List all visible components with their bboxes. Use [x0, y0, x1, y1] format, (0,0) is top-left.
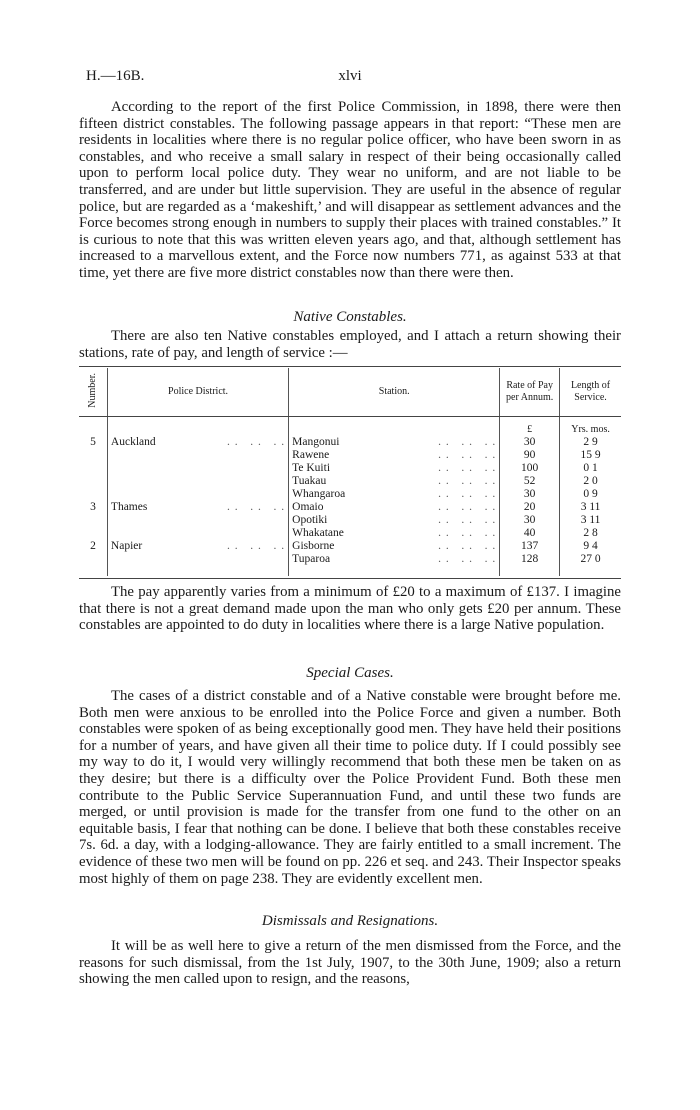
cell-length: 27 0 — [580, 553, 601, 565]
column-header-length: Length of Service. — [560, 368, 621, 417]
paragraph-special-cases: The cases of a district constable and of a Native constable were brought before me. Both men were anxious to be enrolled into the Police Force and given a number. Both constables were spoken of as being exceptionally good men. They have held their positions for a number of years, and have given all their time to police duty. If I could possibly see my way to do it, I would very willingly recommend that both these men be taken on as they desire; but there is a difficulty over the Police Provident Fund. Both these men contribute to the Public Service Superannuation Fund, and until these two funds are merged, or until provision is made for the transfer from one fund to the other on an equitable basis, I fear that nothing can be done. I believe that both these constables receive 7s. 6d. a day, with a lodging-allowance. They are fairly entitled to a small increment. The evidence of these two men will be found on pp. 226 et seq. and 243. Their Inspector speaks most highly of them on page 238. They are evidently excellent men. — [79, 688, 621, 887]
report-reference: H.—16B. — [86, 68, 145, 84]
cell-number — [79, 462, 107, 475]
cell-rate: 30 — [500, 514, 560, 527]
cell-district — [107, 553, 288, 576]
cell-district: Thames . . . . . . — [107, 501, 288, 514]
cell-rate: 52 — [500, 475, 560, 488]
cell-length: 9 4 — [583, 540, 598, 552]
cell-station: Gisborne . . . . . . — [289, 540, 500, 553]
cell-district — [107, 462, 288, 475]
cell-length: 2 0 — [583, 475, 598, 487]
heading-native-constables: Native Constables. — [293, 309, 407, 325]
cell-rate: 100 — [500, 462, 560, 475]
cell-number — [79, 553, 107, 576]
table-row — [79, 540, 621, 553]
table-units-row — [79, 417, 621, 437]
page-number: xlvi — [338, 68, 362, 84]
cell-district — [107, 527, 288, 540]
paragraph-native-intro: There are also ten Native constables employed, and I attach a return showing their stations, rate of pay, and length of service :— — [79, 328, 621, 361]
table-row — [79, 449, 621, 462]
cell-length: 2 9 — [583, 436, 598, 448]
cell-number: 2 — [79, 540, 107, 553]
cell-rate: 30 — [500, 488, 560, 501]
column-header-station: Station. — [289, 368, 500, 417]
heading-dismissals: Dismissals and Resignations. — [261, 913, 439, 929]
unit-length: Yrs. mos. — [571, 424, 610, 435]
cell-length: 2 8 — [583, 527, 598, 539]
table-row — [79, 462, 621, 475]
table-row — [79, 488, 621, 501]
table-header-row — [79, 368, 621, 417]
unit-rate: £ — [500, 417, 560, 437]
paragraph-pay-variation: The pay apparently varies from a minimum of £20 to a maximum of £137. I imagine that there is not a great demand made upon the man who only gets £20 per annum. These constables are appointed to do duty in localities where there is a large Native population. — [79, 584, 621, 634]
table-row — [79, 527, 621, 540]
cell-rate: 20 — [500, 501, 560, 514]
table-row — [79, 553, 621, 576]
page-header — [86, 68, 614, 86]
cell-station: Te Kuiti . . . . . . — [289, 462, 500, 475]
cell-rate: 128 — [500, 553, 560, 576]
cell-number — [79, 514, 107, 527]
paragraph-dismissals: It will be as well here to give a return of the men dismissed from the Force, and the reasons for such dismissal, from the 1st July, 1907, to the 30th June, 1909; also a return showing the men called upon to resign, and the reasons, — [79, 938, 621, 988]
cell-length: 3 11 — [580, 501, 601, 513]
cell-rate: 40 — [500, 527, 560, 540]
cell-district — [107, 449, 288, 462]
native-constables-table — [79, 368, 621, 576]
cell-length: 3 11 — [580, 514, 601, 526]
cell-rate: 137 — [500, 540, 560, 553]
cell-rate: 90 — [500, 449, 560, 462]
cell-length: 0 9 — [583, 488, 598, 500]
cell-number — [79, 527, 107, 540]
cell-station: Tuparoa . . . . . . — [289, 553, 500, 576]
cell-station: Tuakau . . . . . . — [289, 475, 500, 488]
cell-station: Mangonui . . . . . . — [289, 436, 500, 449]
paragraph-district-constables: According to the report of the first Police Commission, in 1898, there were then fifteen district constables. The following passage appears in that report: “These men are residents in localities where there is no regular police officer, who have been sworn in as constables, and who receive a small salary in respect of their being occasionally called upon to perform local police duty. They wear no uniform, and are not liable to be transferred, and are under but little supervision. They are useful in the absence of regular police, but are regarded as a ‘makeshift,’ and will disappear as settlement advances and the Force becomes strong enough in numbers to supply their places with trained constables.” It is curious to note that this was written eleven years ago, and that, although settlement has increased to a marvellous extent, and the Force now numbers 771, as against 533 at that time, yet there are five more district constables now than there were then. — [79, 99, 621, 281]
column-header-number: Number. — [79, 368, 107, 417]
cell-number: 3 — [79, 501, 107, 514]
table-row — [79, 475, 621, 488]
cell-district: Napier . . . . . . — [107, 540, 288, 553]
cell-length: 0 1 — [583, 462, 598, 474]
cell-district: Auckland . . . . . . — [107, 436, 288, 449]
cell-number — [79, 449, 107, 462]
cell-district — [107, 514, 288, 527]
cell-station: Opotiki . . . . . . — [289, 514, 500, 527]
cell-rate: 30 — [500, 436, 560, 449]
heading-special-cases: Special Cases. — [306, 665, 394, 681]
column-header-rate: Rate of Pay per Annum. — [500, 368, 560, 417]
cell-station: Rawene . . . . . . — [289, 449, 500, 462]
cell-station: Omaio . . . . . . — [289, 501, 500, 514]
table-bottom-rule — [79, 578, 621, 579]
cell-number — [79, 475, 107, 488]
cell-station: Whakatane . . . . . . — [289, 527, 500, 540]
column-header-district: Police District. — [107, 368, 288, 417]
cell-station: Whangaroa . . . . . . — [289, 488, 500, 501]
table-top-rule — [79, 366, 621, 367]
cell-number: 5 — [79, 436, 107, 449]
table-row — [79, 436, 621, 449]
table-row — [79, 501, 621, 514]
cell-number — [79, 488, 107, 501]
cell-district — [107, 488, 288, 501]
table-row — [79, 514, 621, 527]
cell-district — [107, 475, 288, 488]
cell-length: 15 9 — [580, 449, 601, 461]
